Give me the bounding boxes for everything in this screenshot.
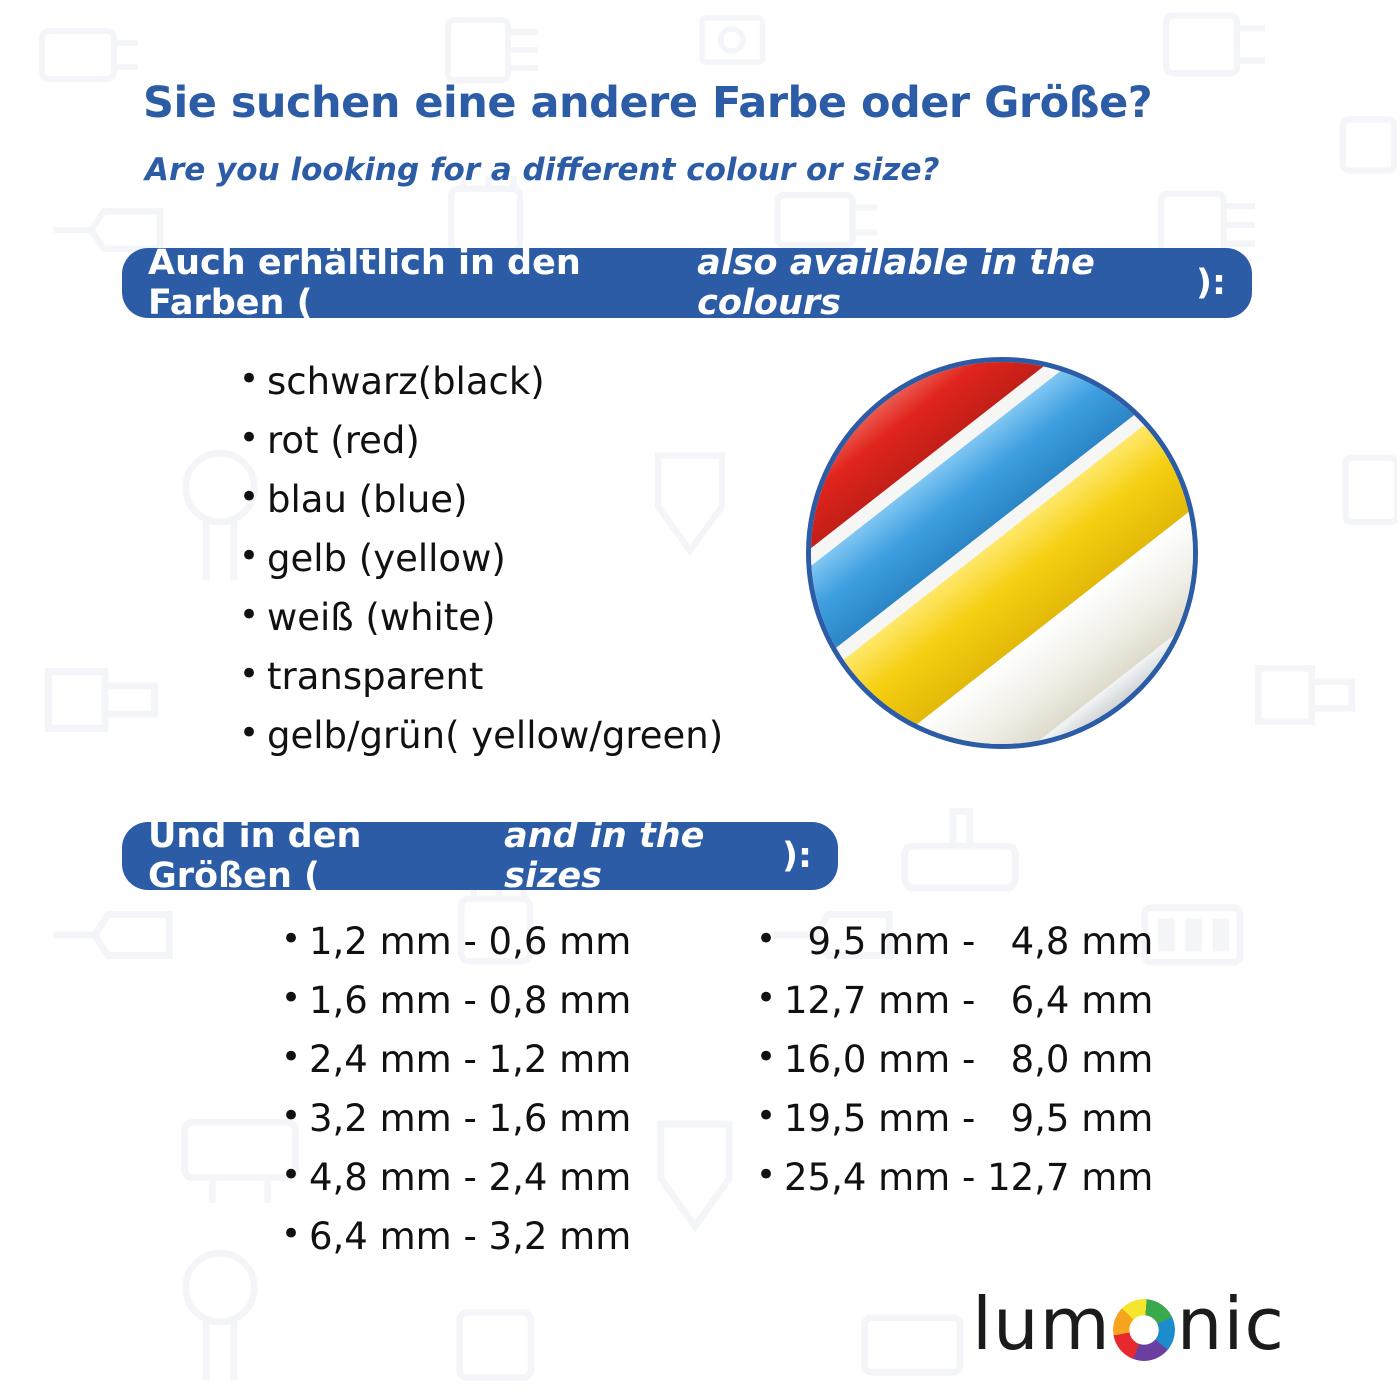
- list-item: • 4,8 mm - 2,4 mm: [275, 1148, 631, 1207]
- brand-logo-text-after: nic: [1176, 1282, 1286, 1366]
- list-item: • transparent: [233, 647, 723, 706]
- list-item: • 16,0 mm - 8,0 mm: [750, 1030, 1153, 1089]
- list-item: • 3,2 mm - 1,6 mm: [275, 1089, 631, 1148]
- product-photo: [806, 357, 1198, 749]
- list-item: • rot (red): [233, 411, 723, 470]
- list-item: • 25,4 mm - 12,7 mm: [750, 1148, 1153, 1207]
- colours-list: [233, 352, 723, 765]
- list-item: • weiß (white): [233, 588, 723, 647]
- sizes-banner: [122, 816, 838, 896]
- colours-banner: [122, 243, 1252, 323]
- list-item: • 19,5 mm - 9,5 mm: [750, 1089, 1153, 1148]
- sizes-banner-tail: ):: [782, 836, 812, 876]
- sizes-banner-en: and in the sizes: [504, 816, 705, 896]
- list-item: • gelb/grün( yellow/green): [233, 706, 723, 765]
- colours-banner-tail: ):: [1196, 263, 1226, 303]
- list-item: • 6,4 mm - 3,2 mm: [275, 1207, 631, 1266]
- page-subtitle: Are you looking for a different colour or size?: [145, 152, 940, 188]
- list-item: • 2,4 mm - 1,2 mm: [275, 1030, 631, 1089]
- sizes-banner-de: Und in den Größen (: [148, 816, 362, 896]
- list-item: • 1,2 mm - 0,6 mm: [275, 912, 631, 971]
- sizes-list-left: [275, 912, 631, 1266]
- brand-logo-text-before: lum: [972, 1282, 1111, 1366]
- colours-banner-en: also available in the colours: [697, 243, 1095, 323]
- page-title: Sie suchen eine andere Farbe oder Größe?: [143, 78, 1153, 128]
- product-photo-stripes: [806, 357, 1198, 749]
- list-item: • blau (blue): [233, 470, 723, 529]
- colour-wheel-icon: [1113, 1299, 1175, 1361]
- list-item: • 9,5 mm - 4,8 mm: [750, 912, 1153, 971]
- colours-banner-de: Auch erhältlich in den Farben (: [148, 243, 581, 323]
- list-item: • 1,6 mm - 0,8 mm: [275, 971, 631, 1030]
- brand-logo: [972, 1282, 1285, 1366]
- list-item: • 12,7 mm - 6,4 mm: [750, 971, 1153, 1030]
- list-item: • schwarz(black): [233, 352, 723, 411]
- list-item: • gelb (yellow): [233, 529, 723, 588]
- sizes-list-right: [750, 912, 1153, 1207]
